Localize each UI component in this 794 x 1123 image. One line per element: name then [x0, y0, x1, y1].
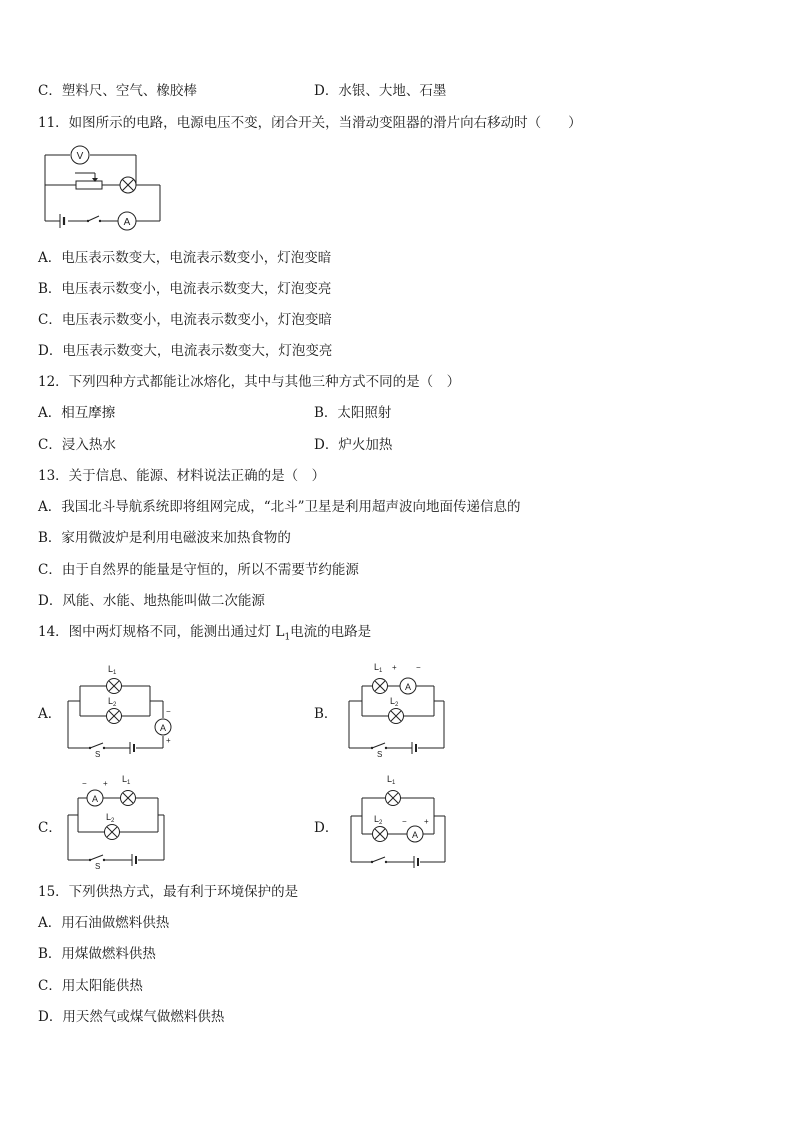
option-d: D．水银、大地、石墨: [314, 83, 447, 99]
svg-text:L2: $L_2$: [106, 812, 115, 824]
q11-option-c: C．电压表示数变小，电流表示数变小，灯泡变暗: [38, 312, 332, 328]
ammeter: [87, 790, 103, 806]
q11-option-d: D．电压表示数变大，电流表示数变大，灯泡变亮: [38, 343, 333, 359]
q14-stem-text-end: 电流的电路是: [290, 624, 372, 640]
lamp-l1: [121, 791, 136, 806]
q12-option-c: C．浸入热水: [38, 437, 116, 453]
svg-text:A: A: [91, 794, 99, 804]
q14-circuit-a: [60, 656, 180, 760]
switch-symbol: [87, 216, 101, 222]
svg-text:L1: $L_1$: [374, 662, 383, 674]
lamp-l2: [373, 827, 388, 842]
question-11-stem: 11．如图所示的电路，电源电压不变，闭合开关，当滑动变阻器的滑片向右移动时（ ）: [38, 115, 582, 131]
q13-option-d: D．风能、水能、地热能叫做二次能源: [38, 593, 265, 609]
q11-option-b: B．电压表示数变小，电流表示数变大，灯泡变亮: [38, 281, 332, 297]
ammeter: [400, 678, 416, 694]
q14-circuit-b: [340, 656, 460, 760]
lamp-l2: [105, 825, 120, 840]
svg-text:S: S: [95, 862, 101, 871]
svg-text:+: +: [392, 663, 397, 672]
svg-text:+: +: [166, 736, 171, 745]
lamp-l2: [389, 709, 404, 724]
q12-option-b: B．太阳照射: [314, 405, 392, 421]
ammeter-label: A: [123, 217, 131, 228]
q15-option-b: B．用煤做燃料供热: [38, 946, 156, 962]
ammeter-symbol: [118, 212, 136, 230]
svg-text:−: −: [166, 707, 171, 716]
svg-text:S: S: [377, 750, 383, 759]
option-c: C．塑料尺、空气、橡胶棒: [38, 83, 197, 99]
q14-stem-text: 14．图中两灯规格不同，能测出通过灯 L: [38, 624, 285, 640]
question-14-stem: [38, 623, 371, 647]
ammeter: [407, 826, 423, 842]
svg-text:−: −: [402, 817, 407, 826]
q15-option-d: D．用天然气或煤气做燃料供热: [38, 1009, 225, 1025]
svg-text:−: −: [82, 779, 87, 788]
svg-text:L1: $L_1$: [108, 664, 117, 676]
q14-label-b: B．: [314, 706, 338, 722]
q14-label-d: D．: [314, 820, 339, 836]
q14-circuit-c: [60, 770, 180, 874]
q13-option-b: B．家用微波炉是利用电磁波来加热食物的: [38, 530, 291, 546]
svg-text:L2: $L_2$: [374, 814, 383, 826]
question-12-stem: 12．下列四种方式都能让冰熔化，其中与其他三种方式不同的是（ ）: [38, 374, 461, 390]
lamp-l1: [373, 679, 388, 694]
q15-option-c: C．用太阳能供热: [38, 978, 143, 994]
q14-stem-subscript: 1: [284, 632, 291, 643]
q14-circuit-d: [340, 770, 460, 874]
svg-text:L2: $L_2$: [390, 696, 399, 708]
svg-text:A: A: [411, 830, 419, 840]
q11-option-a: A．电压表示数变大，电流表示数变小，灯泡变暗: [38, 250, 332, 266]
q13-option-c: C．由于自然界的能量是守恒的，所以不需要节约能源: [38, 562, 359, 578]
lamp-symbol: [120, 177, 136, 193]
svg-text:L2: $L_2$: [108, 696, 117, 708]
question-13-stem: 13．关于信息、能源、材料说法正确的是（ ）: [38, 468, 326, 484]
voltmeter-label: V: [76, 151, 84, 162]
lamp-l1: [386, 791, 401, 806]
svg-text:L1: $L_1$: [122, 774, 131, 786]
lamp-l1: [107, 679, 122, 694]
svg-text:A: A: [159, 723, 167, 733]
q11-circuit-diagram: [40, 143, 170, 239]
q12-option-d: D．炉火加热: [314, 437, 393, 453]
lamp-l2: [107, 709, 122, 724]
q14-label-a: A．: [38, 706, 62, 722]
q15-option-a: A．用石油做燃料供热: [38, 915, 170, 931]
q14-label-c: C．: [38, 820, 62, 836]
svg-text:A: A: [404, 682, 412, 692]
svg-text:S: S: [95, 750, 101, 759]
svg-text:L1: $L_1$: [387, 774, 396, 786]
svg-text:+: +: [103, 779, 108, 788]
q12-option-a: A．相互摩擦: [38, 405, 116, 421]
q13-option-a: A．我国北斗导航系统即将组网完成，“北斗”卫星是利用超声波向地面传递信息的: [38, 499, 521, 515]
svg-text:+: +: [424, 817, 429, 826]
question-15-stem: 15．下列供热方式，最有利于环境保护的是: [38, 884, 299, 900]
ammeter: [155, 719, 171, 735]
battery-symbol: [60, 214, 64, 228]
svg-text:−: −: [416, 663, 421, 672]
q11-circuit-svg: [40, 143, 170, 235]
voltmeter-symbol: [71, 146, 89, 164]
